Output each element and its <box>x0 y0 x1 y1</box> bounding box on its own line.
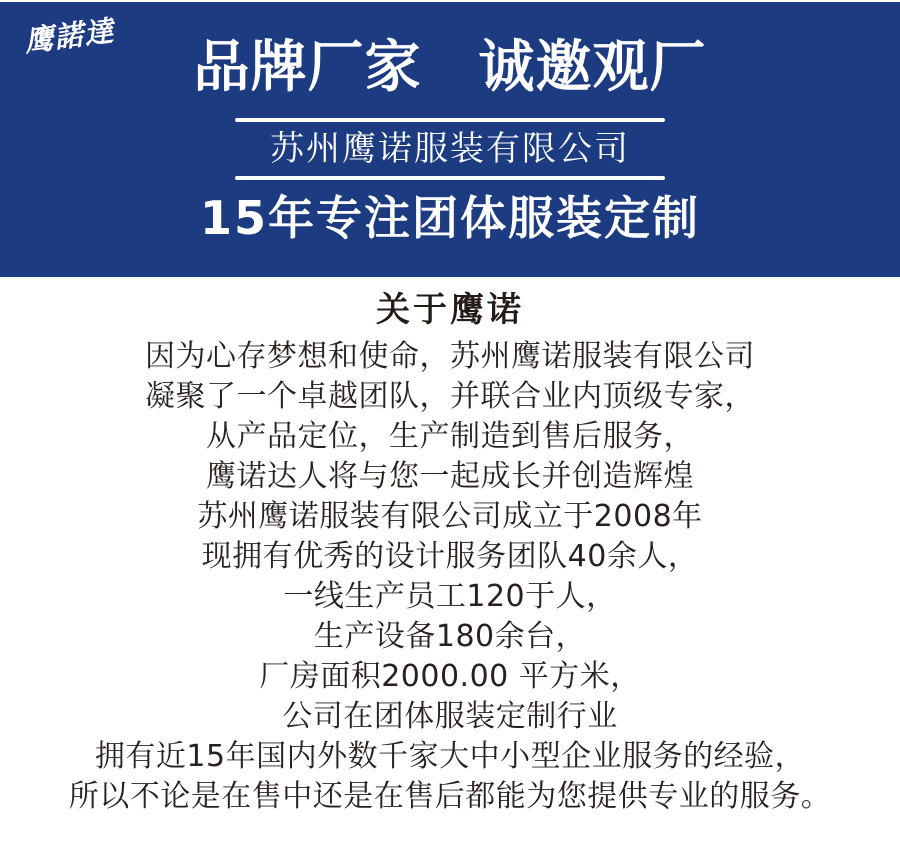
brand-logo: 鹰諾達 <box>22 13 116 59</box>
about-line: 厂房面积2000.00 平方米， <box>259 659 641 694</box>
about-line: 公司在团体服装定制行业 <box>282 699 618 734</box>
about-line: 现拥有优秀的设计服务团队40余人， <box>201 539 699 574</box>
banner-subtitle: 15年专注团体服装定制 <box>199 191 700 246</box>
about-line: 生产设备180余台， <box>313 619 587 654</box>
about-line: 所以不论是在售中还是在售后都能为您提供专业的服务。 <box>68 779 832 814</box>
about-line: 苏州鹰诺服装有限公司成立于2008年 <box>197 499 703 534</box>
company-name-block <box>235 118 665 180</box>
banner-title: 品牌厂家 诚邀观厂 <box>193 35 707 100</box>
divider-line-bottom <box>235 176 665 180</box>
about-section <box>0 290 900 817</box>
about-line: 从产品定位，生产制造到售后服务， <box>206 419 694 454</box>
header-banner <box>0 0 900 277</box>
about-line: 一线生产员工120于人， <box>283 579 617 614</box>
about-line: 拥有近15年国内外数千家大中小型企业服务的经验， <box>94 739 806 774</box>
about-line: 凝聚了一个卓越团队，并联合业内顶级专家， <box>145 379 755 414</box>
company-name: 苏州鹰诺服装有限公司 <box>270 129 630 169</box>
about-heading: 关于鹰诺 <box>376 290 524 330</box>
about-line: 鹰诺达人将与您一起成长并创造辉煌 <box>206 459 694 494</box>
about-line: 因为心存梦想和使命，苏州鹰诺服装有限公司 <box>145 339 755 374</box>
